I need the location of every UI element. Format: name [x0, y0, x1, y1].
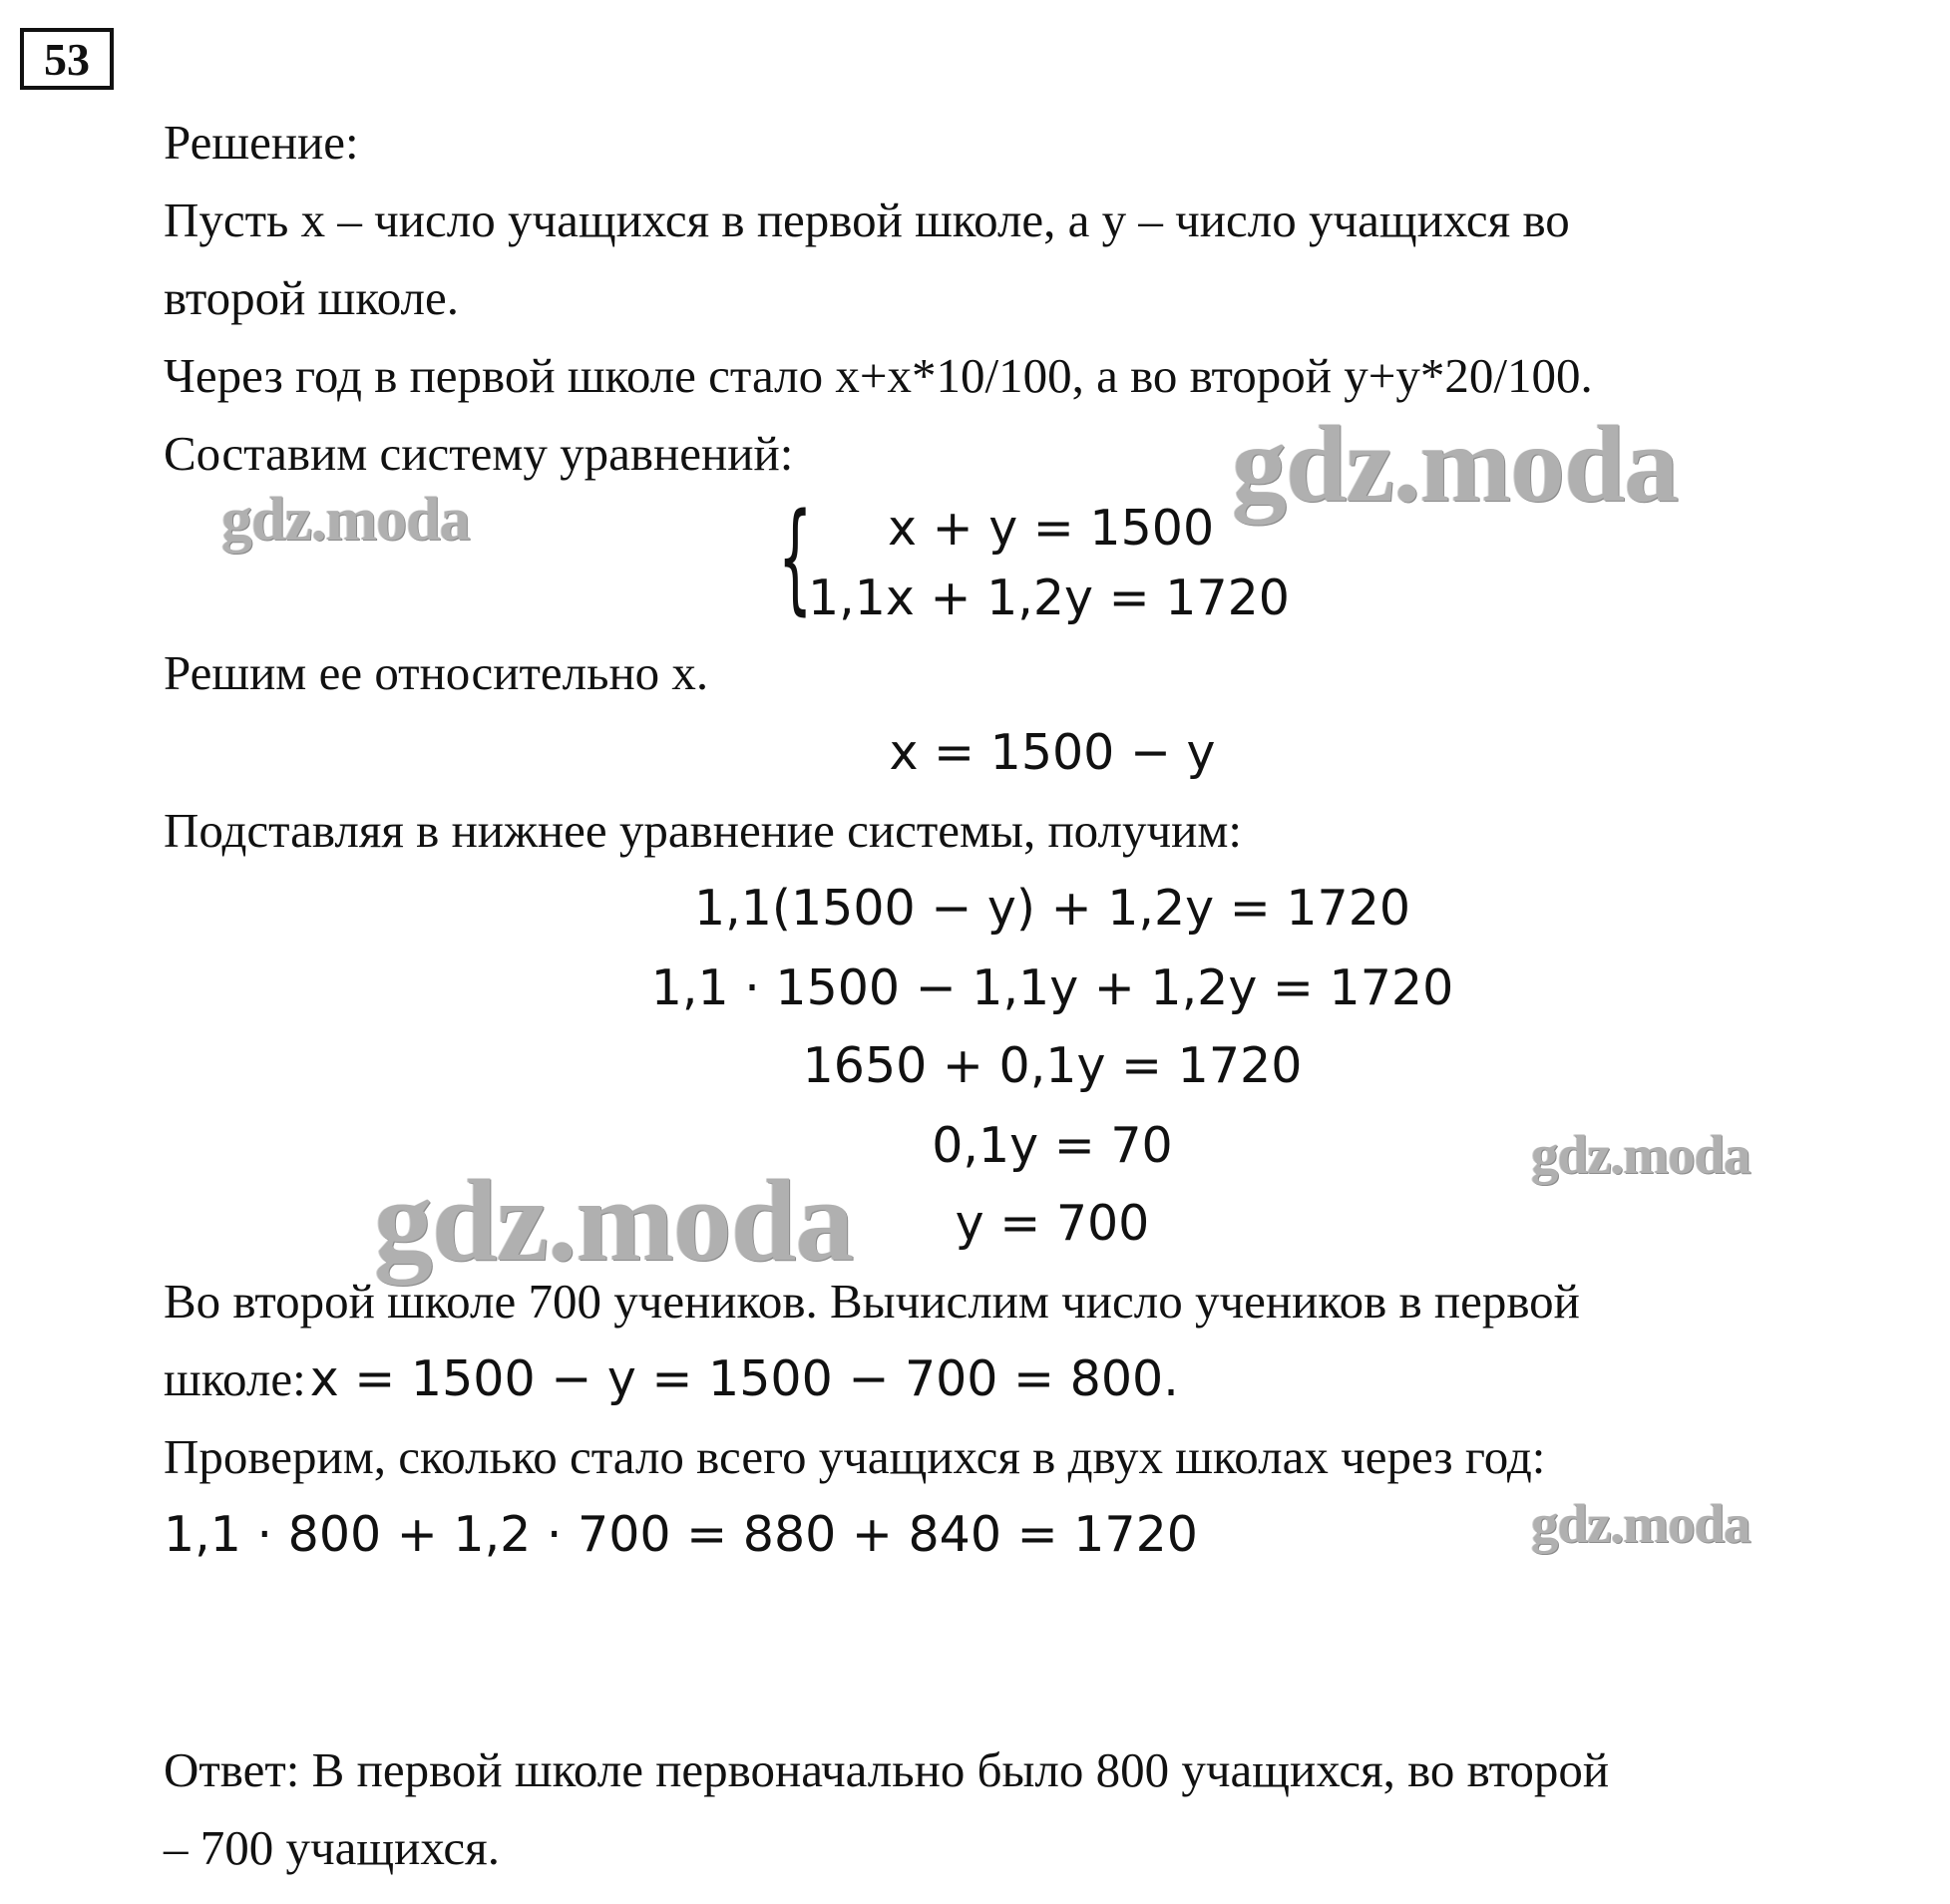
check-equation: 1,1 · 800 + 1,2 · 700 = 880 + 840 = 1720	[164, 1506, 1198, 1563]
answer-line-1: Ответ: В первой школе первоначально было 800 учащихся, во второй	[164, 1742, 1610, 1797]
equation-step-2: 1,1 · 1500 − 1,1y + 1,2y = 1720	[650, 959, 1454, 1016]
watermark-logo: gdz.moda	[374, 1155, 854, 1286]
solution-heading: Решение:	[164, 115, 359, 170]
equation-step-5: y = 700	[955, 1195, 1150, 1252]
watermark-logo: gdz.moda	[1232, 403, 1679, 525]
task-number: 53	[20, 28, 114, 90]
system-equation-2: 1,1x + 1,2y = 1720	[808, 570, 1290, 626]
equation-step-4: 0,1y = 70	[932, 1117, 1173, 1174]
system-brace: {	[778, 489, 813, 627]
text-line-4: Составим систему уравнений:	[164, 426, 794, 481]
text-line-2: второй школе.	[164, 270, 460, 325]
text-line-7: Во второй школе 700 учеников. Вычислим число учеников в первой	[164, 1274, 1580, 1329]
watermark-logo: gdz.moda	[221, 486, 470, 554]
watermark-logo: gdz.moda	[1531, 1124, 1751, 1185]
text-line-3: Через год в первой школе стало x+x*10/100, а во второй y+y*20/100.	[164, 348, 1593, 403]
answer-line-2: – 700 учащихся.	[164, 1820, 500, 1875]
text-line-9: Проверим, сколько стало всего учащихся в двух школах через год:	[164, 1429, 1546, 1484]
text-line-1: Пусть x – число учащихся в первой школе, а y – число учащихся во	[164, 192, 1570, 247]
equation-x-expressed: x = 1500 − y	[889, 724, 1216, 781]
watermark-logo: gdz.moda	[1531, 1493, 1751, 1554]
text-line-8-math: x = 1500 − y = 1500 − 700 = 800.	[309, 1350, 1179, 1407]
text-line-5: Решим ее относительно x.	[164, 645, 709, 700]
system-equation-1: x + y = 1500	[888, 500, 1215, 557]
equation-step-1: 1,1(1500 − y) + 1,2y = 1720	[693, 880, 1411, 937]
text-line-8	[164, 1350, 1179, 1407]
equation-step-3: 1650 + 0,1y = 1720	[802, 1037, 1303, 1094]
text-line-8-label: школе:	[164, 1351, 306, 1406]
text-line-6: Подставляя в нижнее уравнение системы, получим:	[164, 803, 1242, 858]
